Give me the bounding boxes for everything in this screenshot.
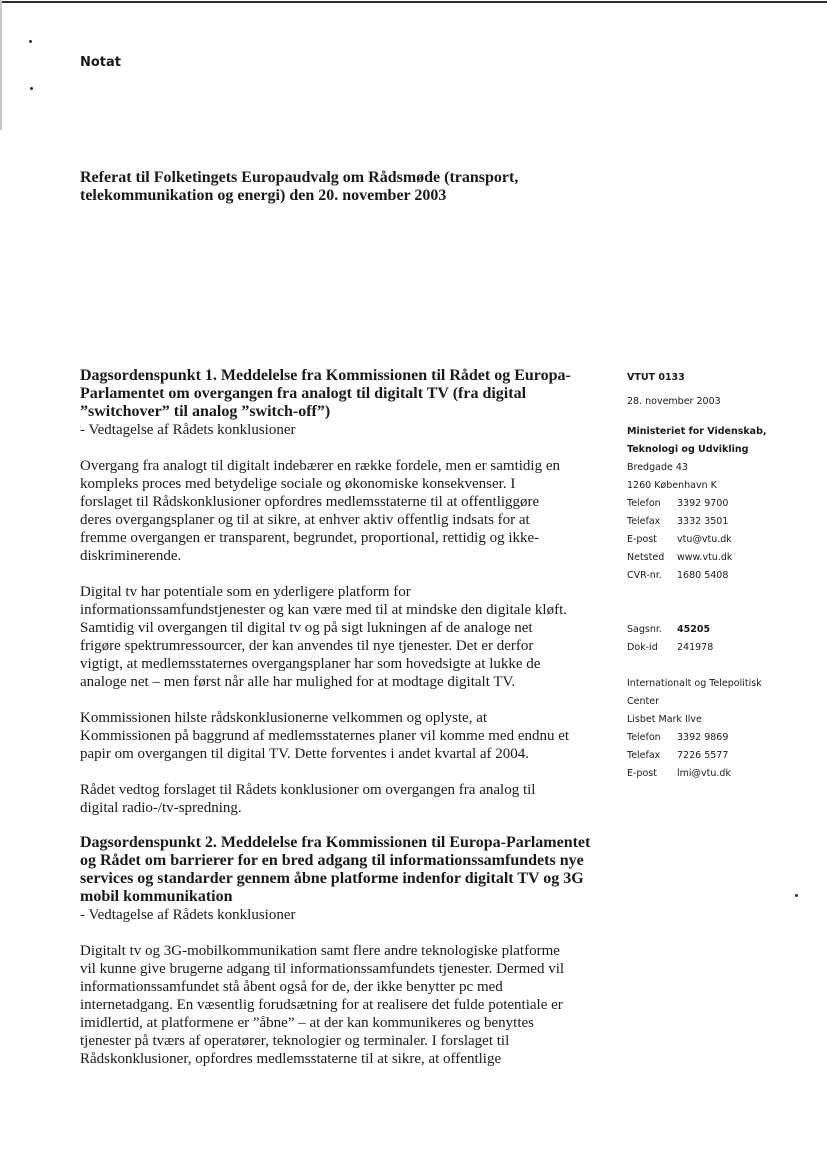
reference-code: VTUT 0133	[627, 372, 685, 383]
agenda-item-heading: Dagsordenspunkt 1. Meddelelse fra Kommissionen til Rådet og Europa- Parlamentet om overgangen fra analogt til digitalt TV (fra digital ”switchover” til analog ”switch-off”)	[80, 367, 571, 420]
agenda-item-2	[80, 834, 600, 1068]
case-row: Dok-id 241978	[627, 642, 714, 653]
paragraph: Overgang fra analogt til digitalt indebærer en række fordele, men er samtidig en kompleks proces med betydelige sociale og økonomiske konsekvenser. I forslaget til Rådskonklusioner opfordres medlemsstaterne til at offentliggøre deres overgangsplaner og til at sikre, at enhver aktiv offentlig indsats for at fremme overgangen er transparent, begrundet, proportional, rettidig og ikke- diskriminerende.	[80, 458, 560, 564]
document-type-label: Notat	[80, 55, 122, 70]
paragraph: Rådet vedtog forslaget til Rådets konklusioner om overgangen fra analog til digital radio-/tv-spredning.	[80, 782, 536, 816]
agenda-item-subheading: - Vedtagelse af Rådets konklusioner	[80, 422, 296, 438]
contact-person: Lisbet Mark Ilve	[627, 714, 702, 725]
address-line: Bredgade 43	[627, 462, 688, 473]
agenda-item-1	[80, 367, 600, 817]
page-top-rule	[0, 1, 827, 3]
ministry-name: Teknologi og Udvikling	[627, 444, 749, 455]
contact-row: E-post vtu@vtu.dk	[627, 534, 732, 545]
address-line: 1260 København K	[627, 480, 717, 491]
document-date: 28. november 2003	[627, 396, 721, 407]
agenda-item-subheading: - Vedtagelse af Rådets konklusioner	[80, 907, 296, 923]
page-left-edge	[0, 0, 2, 130]
ministry-name: Ministeriet for Videnskab,	[627, 426, 767, 437]
department-name: Center	[627, 696, 659, 707]
scan-speck	[29, 40, 32, 43]
contact-row: CVR-nr. 1680 5408	[627, 570, 729, 581]
letterhead-sidebar	[627, 369, 807, 783]
contact-row: Telefax 7226 5577	[627, 750, 729, 761]
paragraph: Kommissionen hilste rådskonklusionerne velkommen og oplyste, at Kommissionen på baggrund af medlemsstaternes planer vil komme med endnu et papir om overgangen til digital TV. Dette forventes i andet kvartal af 2004.	[80, 710, 570, 762]
case-row: Sagsnr. 45205	[627, 624, 711, 635]
contact-row: Telefon 3392 9869	[627, 732, 729, 743]
contact-row: Telefon 3392 9700	[627, 498, 729, 509]
scan-speck	[30, 87, 33, 90]
paragraph: Digitalt tv og 3G-mobilkommunikation samt flere andre teknologiske platforme vil kunne give brugerne adgang til informationssamfundets tjenester. Dermed vil informationssamfundet stå åbent også for de, der ikke benytter pc med internetadgang. En væsentlig forudsætning for at realisere det fulde potentiale er imidlertid, at platformene er ”åbne” – at der kan kommunikeres og benyttes tjenester på tværs af operatører, teknologier og terminaler. I forslaget til Rådskonklusioner, opfordres medlemsstaterne til at sikre, at offentlige	[80, 943, 565, 1067]
contact-row: Netsted www.vtu.dk	[627, 552, 733, 563]
contact-row: E-post lmi@vtu.dk	[627, 768, 731, 779]
document-title: Referat til Folketingets Europaudvalg om Rådsmøde (transport, telekommunikation og energi) den 20. november 2003	[80, 169, 519, 204]
paragraph: Digital tv har potentiale som en yderligere platform for informationssamfundstjenester og kan være med til at mindske den digitale kløft. Samtidig vil overgangen til digital tv og på sigt lukningen af de analoge net frigøre spektrumressourcer, der kan anvendes til nye tjenester. Det er derfor vigtigt, at medlemsstaternes overgangsplaner har som hovedsigte at lukke de analoge net – men først når alle har mulighed for at modtage digitalt TV.	[80, 584, 567, 690]
contact-row: Telefax 3332 3501	[627, 516, 729, 527]
department-name: Internationalt og Telepolitisk	[627, 678, 762, 689]
agenda-item-heading: Dagsordenspunkt 2. Meddelelse fra Kommissionen til Europa-Parlamentet og Rådet om barrierer for en bred adgang til informationssamfundets nye services og standarder gennem åbne platforme indenfor digitalt TV og 3G mobil kommunikation	[80, 834, 591, 905]
scan-speck	[795, 894, 798, 897]
main-content	[80, 367, 600, 1068]
